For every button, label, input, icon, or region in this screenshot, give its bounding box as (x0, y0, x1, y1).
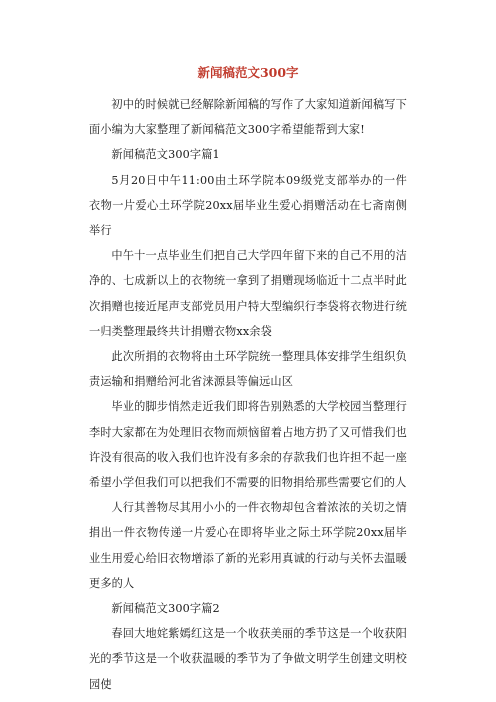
body-paragraph: 此次所捐的衣物将由土环学院统一整理具体安排学生组织负责运输和捐赠给河北省涞源县等偏远山区 (89, 350, 407, 389)
section-heading-1: 新闻稿范文300字篇1 (111, 148, 220, 162)
body-paragraph: 5月20日中午11:00由土环学院本09级党支部举办的一件衣物一片爱心土环学院20xx届毕业生爱心捐赠活动在七斋南侧举行 (89, 173, 407, 238)
document-title: 新闻稿范文300字 (197, 65, 299, 80)
body-paragraph: 春回大地姹紫嫣红这是一个收获美丽的季节这是一个收获阳光的季节这是一个收获温暖的季节为了争做文明学生创建文明校园使 (89, 627, 407, 691)
document-body (89, 92, 407, 697)
intro-paragraph: 初中的时候就已经解除新闻稿的写作了大家知道新闻稿写下面小编为大家整理了新闻稿范文300字希望能帮到大家! (89, 98, 407, 137)
body-paragraph: 毕业的脚步悄然走近我们即将告别熟悉的大学校园当整理行李时大家都在为处理旧衣物而烦恼留着占地方扔了又可惜我们也许没有很高的收入我们也许没有多余的存款我们也许担不起一座希望小学但我们可以把我们不需要的旧物捐给那些需要它们的人 (89, 400, 407, 490)
section-heading-2: 新闻稿范文300字篇2 (111, 602, 220, 616)
body-paragraph: 人行其善物尽其用小小的一件衣物却包含着浓浓的关切之情捐出一件衣物传递一片爱心在即将毕业之际土环学院20xx届毕业生用爱心给旧衣物增添了新的光彩用真诚的行动与关怀去温暖更多的人 (89, 501, 407, 590)
body-paragraph: 中午十一点毕业生们把自己大学四年留下来的自己不用的洁净的、七成新以上的衣物统一拿到了捐赠现场临近十二点半时此次捐赠也接近尾声支部党员用户特大型编织行李袋将衣物进行统一归类整理最终共计捐赠衣物xx余袋 (89, 249, 407, 338)
